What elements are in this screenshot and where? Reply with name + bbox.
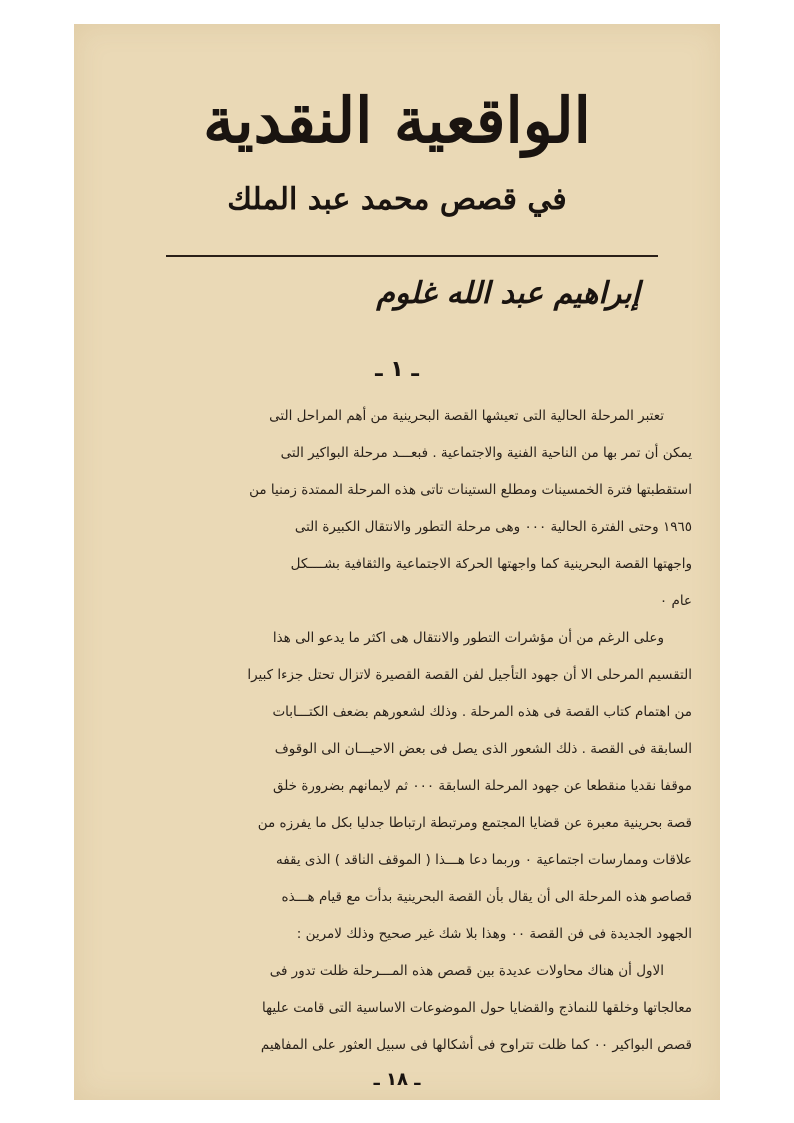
title-divider [166,255,658,257]
text-line: التقسيم المرحلى الا أن جهود التأجيل لفن القصة القصيرة لاتزال تحتل جزءا كبيرا [247,667,692,683]
text-line: الاول أن هناك محاولات عديدة بين قصص هذه المـــرحلة ظلت تدور فى [269,963,664,979]
article-subtitle: في قصص محمد عبد الملك [227,182,567,217]
text-line: السابقة فى القصة . ذلك الشعور الذى يصل فى بعض الاحيـــان الى الوقوف [274,741,692,757]
text-line: ١٩٦٥ وحتى الفترة الحالية ٠٠٠ وهى مرحلة التطور والانتقال الكبيرة التى [294,519,692,535]
text-line: قصص البواكير ٠٠ كما ظلت تتراوح فى أشكالها فى سبيل العثور على المفاهيم [260,1037,692,1053]
paragraph-2 [102,620,692,953]
text-line: قصاصو هذه المرحلة الى أن يقال بأن القصة البحرينية بدأت مع قيام هـــذه [281,889,692,905]
text-line: عام ٠ [659,593,692,609]
paragraph-3 [102,953,692,1064]
text-line: قصة بحرينية معبرة عن قضايا المجتمع ومرتبطة ارتباطا جدليا بكل ما يفرزه من [257,815,692,831]
text-line: معالجاتها وخلقها للنماذج والقضايا حول الموضوعات الاساسية التى قامت عليها [262,1000,692,1016]
text-line: تعتبر المرحلة الحالية التى تعيشها القصة البحرينية من أهم المراحل التى [269,408,664,424]
text-line: موقفا نقديا منقطعا عن جهود المرحلة السابقة ٠٠٠ ثم لايمانهم بضرورة خلق [272,778,692,794]
text-line: من اهتمام كتاب القصة فى هذه المرحلة . وذلك لشعورهم بضعف الكتـــابات [272,704,692,720]
text-line: علاقات وممارسات اجتماعية ٠ وربما دعا هـــذا ( الموقف الناقد ) الذى يقفه [275,852,692,868]
page-number: ـ ١٨ ـ [373,1069,421,1090]
author-name: إبراهيم عبد الله غلوم [376,276,640,311]
paragraph-1 [102,398,692,620]
document-page [74,24,720,1100]
text-line: يمكن أن تمر بها من الناحية الفنية والاجتماعية . فبعـــد مرحلة البواكير التى [280,445,692,461]
text-line: استقطبتها فترة الخمسينات ومطلع الستينات تاتى هذه المرحلة الممتدة زمنيا من [249,482,692,498]
article-body [102,398,692,1064]
text-line: وعلى الرغم من أن مؤشرات التطور والانتقال هى اكثر ما يدعو الى هذا [272,630,664,646]
text-line: واجهتها القصة البحرينية كما واجهتها الحركة الاجتماعية والثقافية بشــــكل [290,556,692,572]
text-line: الجهود الجديدة فى فن القصة ٠٠ وهذا بلا شك غير صحيح وذلك لامرين : [296,926,692,942]
section-number: ـ ١ ـ [375,357,419,382]
article-title: الواقعية النقدية [203,84,591,157]
